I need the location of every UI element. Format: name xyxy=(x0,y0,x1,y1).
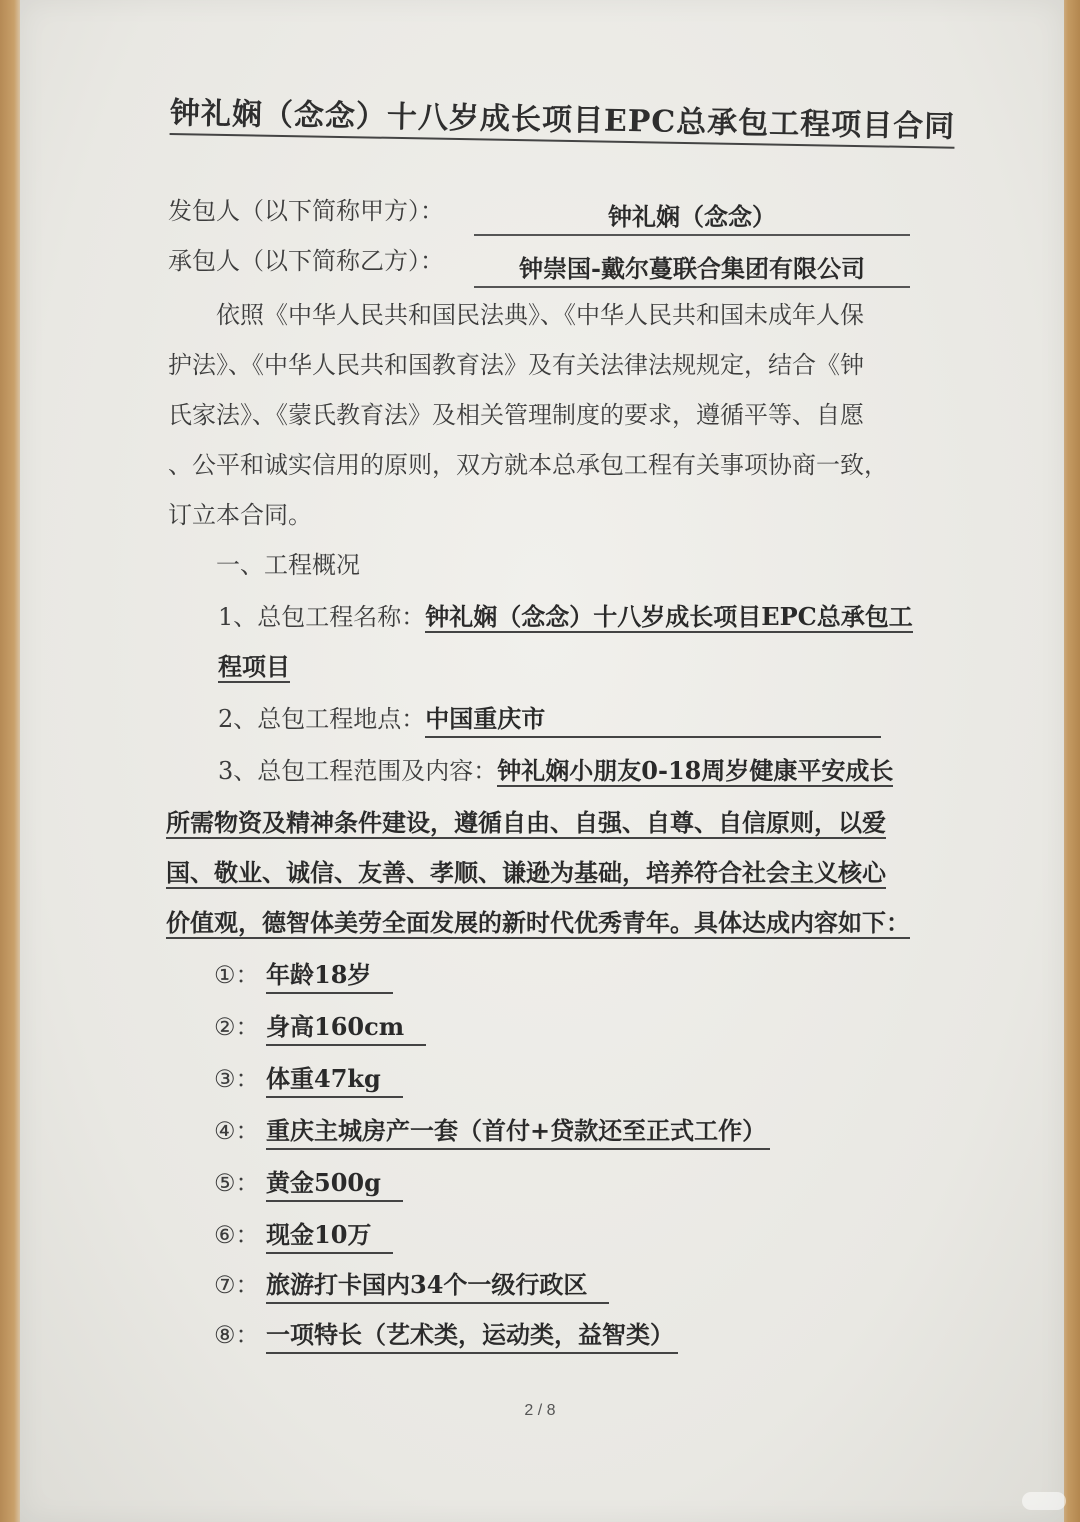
project-scope-value-1: 钟礼娴小朋友0-18周岁健康平安成长 xyxy=(497,756,894,785)
project-scope-row-2 xyxy=(166,806,886,840)
item-text: 体重47kg xyxy=(266,1062,403,1098)
list-item xyxy=(214,1318,678,1354)
item-text: 一项特长（艺术类，运动类，益智类） xyxy=(266,1318,678,1354)
project-scope-value-3: 国、敬业、诚信、友善、孝顺、谦逊为基础，培养符合社会主义核心 xyxy=(166,858,886,887)
project-scope-row-3 xyxy=(166,856,886,890)
project-scope-row-4 xyxy=(166,906,910,940)
party-a-value: 钟礼娴（念念） xyxy=(474,200,910,236)
project-name-row xyxy=(218,600,913,634)
item-number: ⑤： xyxy=(214,1169,260,1197)
list-item xyxy=(214,1114,770,1150)
list-item xyxy=(214,1010,426,1046)
item-number: ⑥： xyxy=(214,1221,260,1249)
project-name-value-2: 程项目 xyxy=(218,652,290,681)
item-number: ⑧： xyxy=(214,1321,260,1349)
item-text: 黄金500g xyxy=(266,1166,403,1202)
party-b-label: 承包人（以下简称乙方）： xyxy=(168,247,444,275)
project-name-row-2 xyxy=(218,650,290,684)
item-number: ①： xyxy=(214,961,260,989)
party-a-row xyxy=(168,194,444,228)
party-b-value: 钟崇国-戴尔蔓联合集团有限公司 xyxy=(474,252,910,288)
item-number: ②： xyxy=(214,1013,260,1041)
project-scope-label: 3、总包工程范围及内容： xyxy=(218,757,498,785)
item-text: 重庆主城房产一套（首付+贷款还至正式工作） xyxy=(266,1114,770,1150)
watermark-badge xyxy=(1022,1492,1066,1510)
preamble-line-4: 、公平和诚实信用的原则，双方就本总承包工程有关事项协商一致， xyxy=(168,451,888,479)
project-scope-value-4: 价值观，德智体美劳全面发展的新时代优秀青年。具体达成内容如下： xyxy=(166,908,910,937)
preamble-line-3: 氏家法》、《蒙氏教育法》及相关管理制度的要求，遵循平等、自愿 xyxy=(168,401,864,429)
item-text: 旅游打卡国内34个一级行政区 xyxy=(266,1268,609,1304)
preamble-line-2: 护法》、《中华人民共和国教育法》及有关法律法规规定，结合《钟 xyxy=(168,351,864,379)
list-item xyxy=(214,1268,609,1304)
item-number: ④： xyxy=(214,1117,260,1145)
item-text: 现金10万 xyxy=(266,1218,393,1254)
party-a-label: 发包人（以下简称甲方）： xyxy=(168,197,444,225)
project-location-label: 2、总包工程地点： xyxy=(218,705,426,733)
project-location-value: 中国重庆市 xyxy=(425,702,881,738)
section-heading: 一、工程概况 xyxy=(168,551,360,579)
list-item xyxy=(214,1218,393,1254)
list-item xyxy=(214,1062,403,1098)
item-number: ⑦： xyxy=(214,1271,260,1299)
project-name-value-1: 钟礼娴（念念）十八岁成长项目EPC总承包工 xyxy=(425,602,913,631)
contract-title: 钟礼娴（念念）十八岁成长项目EPC总承包工程项目合同 xyxy=(170,88,891,145)
preamble-line-5: 订立本合同。 xyxy=(168,501,312,529)
party-b-row xyxy=(168,244,444,278)
preamble-line-1: 依照《中华人民共和国民法典》、《中华人民共和国未成年人保 xyxy=(168,301,864,329)
list-item xyxy=(214,1166,403,1202)
project-scope-row xyxy=(218,754,893,788)
item-text: 身高160cm xyxy=(266,1010,426,1046)
project-scope-value-2: 所需物资及精神条件建设，遵循自由、自强、自尊、自信原则，以爱 xyxy=(166,808,886,837)
project-name-label: 1、总包工程名称： xyxy=(218,603,426,631)
item-text: 年龄18岁 xyxy=(266,958,393,994)
list-item xyxy=(214,958,393,994)
item-number: ③： xyxy=(214,1065,260,1093)
project-location-row xyxy=(218,702,881,738)
page-number: 2 / 8 xyxy=(524,1402,556,1419)
